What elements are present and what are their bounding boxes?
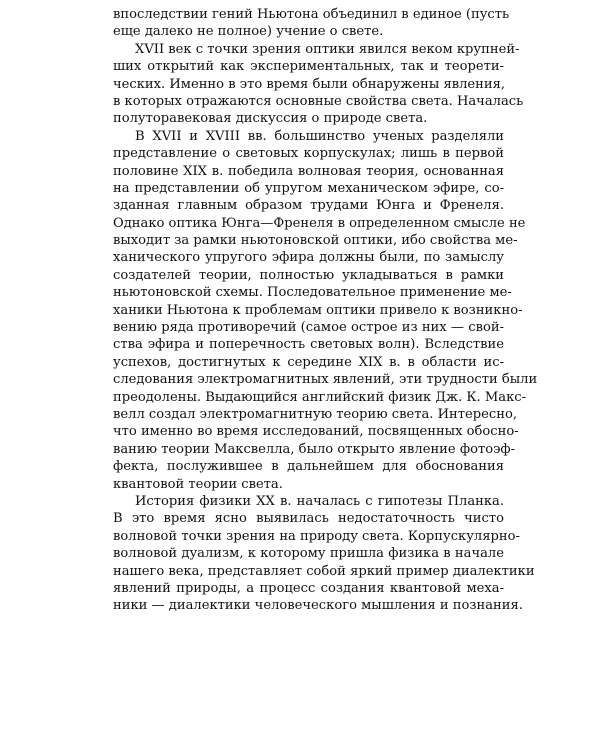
text-line: впоследствии гений Ньютона объединил в единое (пусть [113,7,510,22]
text-line: В XVII и XVIII вв. большинство ученых разделяли [135,128,504,144]
text-line: представление о световых корпускулах; лишь в первой [113,146,504,162]
text-line: следования электромагнитных явлений, эти трудности были [113,372,538,388]
page-body [113,6,538,615]
paragraph-xx-century [113,493,535,615]
text-line: полуторавековая дискуссия о природе света. [113,111,428,127]
text-line: нашего века, представляет собой яркий пример диалектики [113,563,535,579]
text-line: XVII век с точки зрения оптики явился веком крупней- [135,41,520,57]
text-line: ческих. Именно в это время были обнаружены явления, [113,76,506,92]
text-line: явлений природы, а процесс создания квантовой меха- [113,580,504,596]
text-line: волновой точки зрения на природу света. Корпускулярно- [113,528,520,544]
text-line: создателей теории, полностью укладываться в рамки [113,267,504,283]
text-line: выходит за рамки ньютоновской оптики, ибо свойства ме- [113,233,518,249]
text-line: ханики Ньютона к проблемам оптики привело к возникно- [113,302,523,318]
text-line: квантовой теории света. [113,476,283,492]
text-line: зданная главным образом трудами Юнга и Френеля. [113,198,504,214]
text-line: История физики XX в. началась с гипотезы Планка. [135,493,504,509]
text-line: ханического упругого эфира должны были, по замыслу [113,250,504,266]
text-line: половине XIX в. победила волновая теория, основанная [113,163,504,179]
text-line: Однако оптика Юнга—Френеля в определенном смысле не [113,215,526,231]
text-line: ники — диалектики человеческого мышления и познания. [113,598,523,614]
text-line: еще далеко не полное) учение о свете. [113,24,384,40]
text-line: успехов, достигнутых к середине XIX в. в области ис- [113,354,504,370]
text-line: ньютоновской схемы. Последовательное применение ме- [113,285,512,301]
text-line: В это время ясно выявилась недостаточность чисто [113,511,504,527]
paragraph-xvii-xviii-centuries [113,128,538,493]
paragraph-xvii-century [113,41,524,128]
text-line: ванию теории Максвелла, было открыто явление фотоэф- [113,441,516,457]
text-line: вению ряда противоречий (самое острое из них — свой- [113,320,504,336]
text-line: что именно во время исследований, посвященных обосно- [113,424,519,440]
paragraph-newton-unification [113,6,510,41]
text-line: на представлении об упругом механическом эфире, со- [113,180,504,196]
text-line: велл создал электромагнитную теорию света. Интересно, [113,406,518,422]
text-line: волновой дуализм, к которому пришла физика в начале [113,546,504,562]
text-line: преодолены. Выдающийся английский физик Дж. К. Макс- [113,389,527,405]
text-line: ства эфира и поперечность световых волн). Вследствие [113,337,504,353]
text-line: фекта, послужившее в дальнейшем для обоснования [113,459,504,475]
text-line: ших открытий как экспериментальных, так и теорети- [113,59,504,75]
text-line: в которых отражаются основные свойства света. Началась [113,93,524,109]
